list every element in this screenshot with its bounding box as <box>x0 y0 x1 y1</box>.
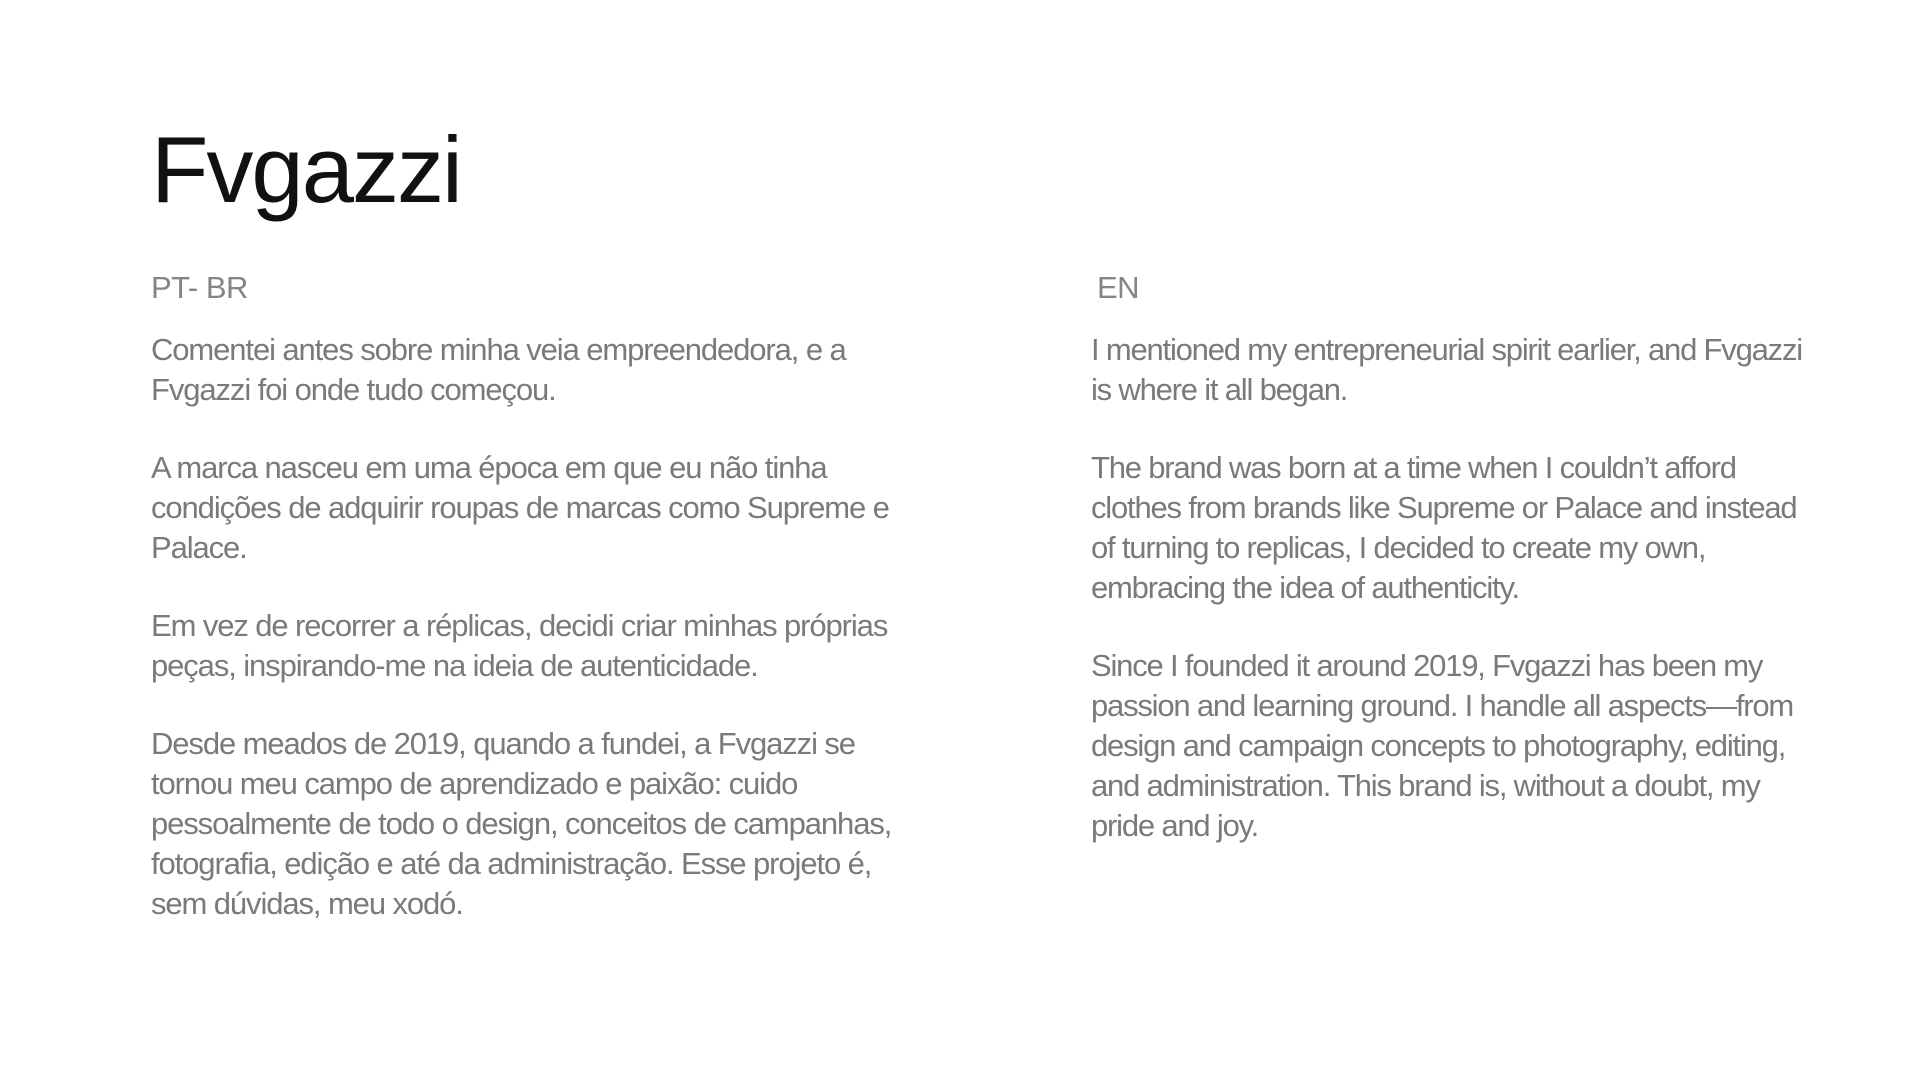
language-label-en: EN <box>1097 270 1140 305</box>
paragraph-pt-3: Em vez de recorrer a réplicas, decidi criar minhas próprias peças, inspirando-me na ideia de autenticidade. <box>151 608 888 683</box>
column-pt-br <box>151 268 911 962</box>
paragraph-pt-1: Comentei antes sobre minha veia empreendedora, e a Fvgazzi foi onde tudo começou. <box>151 332 846 407</box>
language-label-pt-br: PT- BR <box>151 270 248 305</box>
column-en <box>1091 268 1811 884</box>
page-title: Fvgazzi <box>151 117 461 222</box>
paragraph-pt-2: A marca nasceu em uma época em que eu não tinha condições de adquirir roupas de marcas como Supreme e Palace. <box>151 450 889 565</box>
paragraph-en-1: I mentioned my entrepreneurial spirit earlier, and Fvgazzi is where it all began. <box>1091 332 1802 407</box>
paragraph-en-2: The brand was born at a time when I couldn’t afford clothes from brands like Supreme or Palace and instead of turning to replicas, I decided to create my own, embracing the idea of authenticity. <box>1091 450 1797 605</box>
paragraph-pt-4: Desde meados de 2019, quando a fundei, a Fvgazzi se tornou meu campo de aprendizado e paixão: cuido pessoalmente de todo o design, conceitos de campanhas, fotografia, edição e até da administração. Esse projeto é, sem dúvidas, meu xodó. <box>151 726 892 921</box>
paragraph-en-3: Since I founded it around 2019, Fvgazzi has been my passion and learning ground. I handle all aspects—from design and campaign concepts to photography, editing, and administration. This brand is, without a doubt, my pride and joy. <box>1091 648 1794 843</box>
